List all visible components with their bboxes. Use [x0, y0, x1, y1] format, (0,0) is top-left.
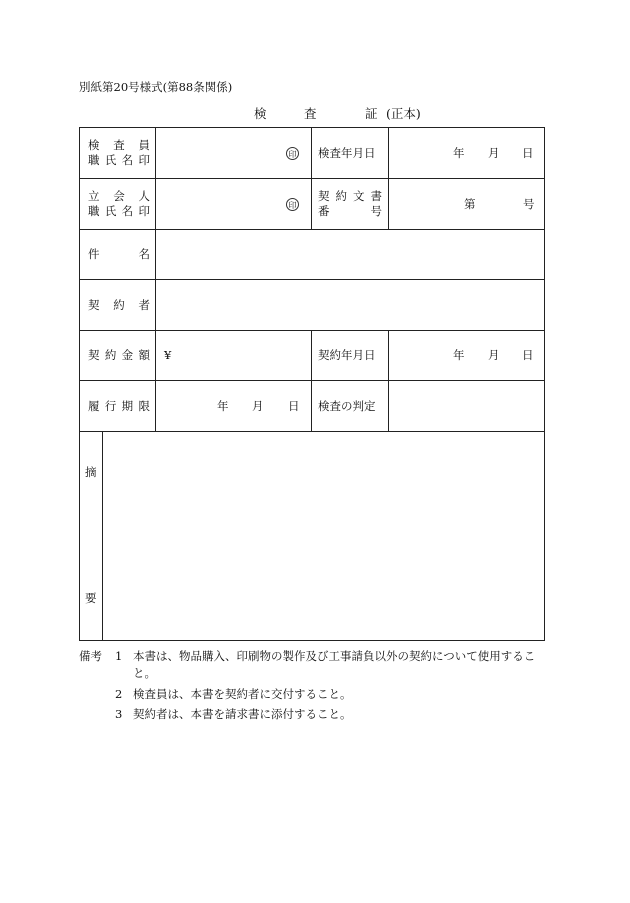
contract-amount-label: 契 約 金 額 — [88, 348, 150, 362]
right-label-divider — [388, 128, 389, 229]
remark-number-1: 1 — [115, 649, 123, 663]
date-unit-day: 日 — [288, 399, 300, 413]
date-unit-month: 月 — [252, 399, 264, 413]
date-unit-year: 年 — [453, 146, 465, 160]
remark-text-1-continued: と。 — [133, 666, 156, 680]
mid-column-divider — [311, 330, 312, 431]
seal-mark-icon: 印 — [286, 147, 299, 160]
form-number-label: 別紙第20号様式(第88条関係) — [79, 80, 233, 94]
row-divider — [80, 178, 544, 179]
label-column-divider — [155, 128, 156, 431]
contract-date-label: 契約年月日 — [318, 348, 376, 362]
date-unit-month: 月 — [488, 348, 500, 362]
title-char-2: 査 — [304, 106, 317, 121]
contract-doc-label-line2: 番 号 — [318, 204, 382, 218]
inspection-form-table — [79, 127, 545, 641]
right-label-divider — [388, 330, 389, 431]
row-divider — [80, 431, 544, 432]
summary-label-top: 摘 — [85, 465, 97, 479]
inspector-label-line2: 職 氏 名 印 — [88, 153, 150, 167]
number-unit-suffix: 号 — [523, 197, 535, 211]
title-char-3: 証 — [365, 106, 378, 121]
remark-number-3: 3 — [115, 707, 123, 721]
number-unit-prefix: 第 — [464, 197, 476, 211]
witness-label-line1: 立 会 人 — [88, 189, 150, 203]
remarks-heading: 備考 — [79, 649, 102, 663]
item-name-label: 件 名 — [88, 247, 150, 261]
date-unit-day: 日 — [522, 348, 534, 362]
title-char-1: 検 — [254, 106, 267, 121]
row-divider — [80, 330, 544, 331]
inspection-date-label: 検査年月日 — [318, 146, 376, 160]
date-unit-day: 日 — [522, 146, 534, 160]
row-divider — [80, 380, 544, 381]
inspector-label-line1: 検 査 員 — [88, 138, 150, 152]
deadline-label: 履 行 期 限 — [88, 399, 150, 413]
summary-label-divider — [102, 431, 103, 641]
row-divider — [80, 229, 544, 230]
contract-doc-label-line1: 契 約 文 書 — [318, 189, 382, 203]
date-unit-year: 年 — [453, 348, 465, 362]
summary-label-bottom: 要 — [85, 591, 97, 605]
remark-text-1: 本書は、物品購入、印刷物の製作及び工事請負以外の契約について使用するこ — [133, 649, 536, 663]
remark-number-2: 2 — [115, 687, 123, 701]
row-divider — [80, 279, 544, 280]
contractor-label: 契 約 者 — [88, 298, 150, 312]
remark-text-2: 検査員は、本書を契約者に交付すること。 — [133, 687, 352, 701]
date-unit-month: 月 — [488, 146, 500, 160]
judgment-label: 検査の判定 — [318, 399, 376, 413]
witness-label-line2: 職 氏 名 印 — [88, 204, 150, 218]
date-unit-year: 年 — [217, 399, 229, 413]
seal-mark-icon: 印 — [286, 198, 299, 211]
remark-text-3: 契約者は、本書を請求書に添付すること。 — [133, 707, 352, 721]
yen-symbol: ¥ — [164, 348, 172, 362]
title-suffix: (正本) — [386, 106, 421, 121]
mid-column-divider — [311, 128, 312, 229]
